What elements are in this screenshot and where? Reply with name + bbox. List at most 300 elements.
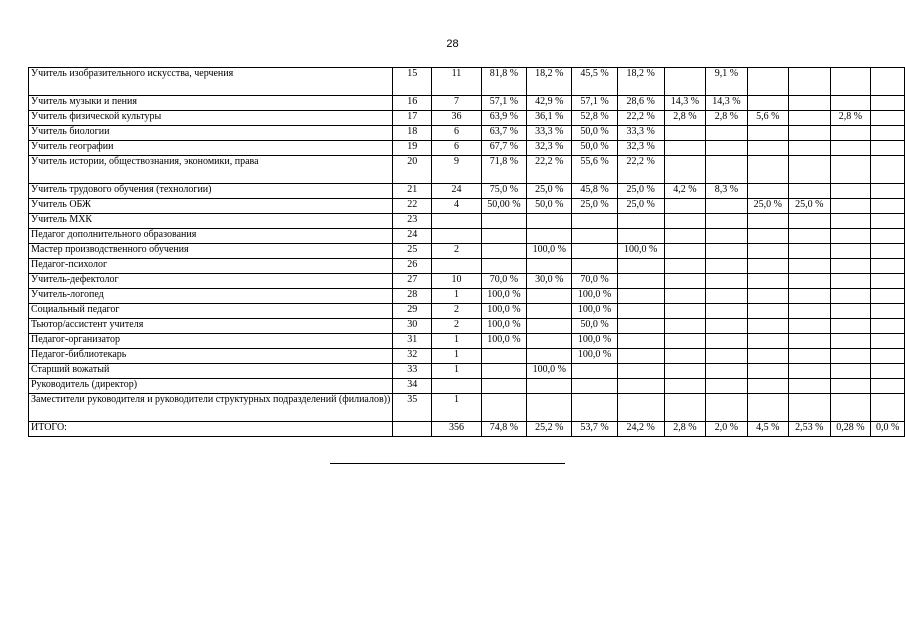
percent-cell (830, 349, 871, 364)
row-code: 33 (393, 364, 432, 379)
percent-cell (706, 156, 747, 184)
percent-cell: 2,8 % (664, 111, 705, 126)
percent-cell (572, 244, 617, 259)
percent-cell (789, 334, 830, 349)
percent-cell (789, 184, 830, 199)
row-code: 23 (393, 214, 432, 229)
percent-cell: 25,0 % (789, 199, 830, 214)
percent-cell (789, 96, 830, 111)
percent-cell (871, 229, 905, 244)
percent-cell: 9,1 % (706, 68, 747, 96)
percent-cell (830, 229, 871, 244)
count-cell: 2 (432, 319, 482, 334)
percent-cell (871, 199, 905, 214)
percent-cell (789, 214, 830, 229)
row-code: 18 (393, 126, 432, 141)
row-code: 35 (393, 394, 432, 422)
percent-cell: 32,3 % (617, 141, 664, 156)
percent-cell: 22,2 % (617, 111, 664, 126)
percent-cell (830, 184, 871, 199)
table-row (29, 141, 905, 156)
row-code: 21 (393, 184, 432, 199)
row-code: 15 (393, 68, 432, 96)
percent-cell (617, 229, 664, 244)
position-name: Руководитель (директор) (29, 379, 393, 394)
percent-cell (617, 394, 664, 422)
percent-cell (871, 304, 905, 319)
percent-cell (664, 379, 705, 394)
percent-cell (664, 289, 705, 304)
percent-cell: 100,0 % (617, 244, 664, 259)
percent-cell (706, 289, 747, 304)
position-name: Педагог-библиотекарь (29, 349, 393, 364)
percent-cell (871, 96, 905, 111)
percent-cell (871, 141, 905, 156)
percent-cell (481, 379, 526, 394)
percent-cell (789, 349, 830, 364)
position-name: Учитель физической культуры (29, 111, 393, 126)
percent-cell (871, 394, 905, 422)
percent-cell (706, 349, 747, 364)
count-cell: 1 (432, 289, 482, 304)
percent-cell: 14,3 % (664, 96, 705, 111)
position-name: Тьютор/ассистент учителя (29, 319, 393, 334)
percent-cell: 50,00 % (481, 199, 526, 214)
percent-cell: 50,0 % (572, 319, 617, 334)
percent-cell (617, 304, 664, 319)
percent-cell (572, 364, 617, 379)
position-name: ИТОГО: (29, 422, 393, 437)
percent-cell (789, 244, 830, 259)
row-code: 29 (393, 304, 432, 319)
percent-cell (747, 244, 788, 259)
percent-cell: 100,0 % (572, 334, 617, 349)
count-cell (432, 229, 482, 244)
percent-cell: 50,0 % (572, 141, 617, 156)
percent-cell (789, 259, 830, 274)
percent-cell (527, 319, 572, 334)
row-code: 16 (393, 96, 432, 111)
percent-cell (481, 364, 526, 379)
percent-cell (747, 184, 788, 199)
percent-cell (871, 244, 905, 259)
percent-cell: 25,2 % (527, 422, 572, 437)
percent-cell (747, 214, 788, 229)
percent-cell: 4,2 % (664, 184, 705, 199)
count-cell: 24 (432, 184, 482, 199)
table-row (29, 349, 905, 364)
percent-cell (830, 289, 871, 304)
percent-cell (871, 111, 905, 126)
percent-cell (706, 394, 747, 422)
table-row (29, 184, 905, 199)
row-code: 19 (393, 141, 432, 156)
percent-cell: 5,6 % (747, 111, 788, 126)
row-code: 24 (393, 229, 432, 244)
row-code: 27 (393, 274, 432, 289)
percent-cell (789, 319, 830, 334)
row-code: 28 (393, 289, 432, 304)
percent-cell (871, 289, 905, 304)
total-row (29, 422, 905, 437)
percent-cell (706, 244, 747, 259)
percent-cell (706, 259, 747, 274)
percent-cell (830, 141, 871, 156)
table-row (29, 319, 905, 334)
position-name: Учитель-логопед (29, 289, 393, 304)
percent-cell (830, 96, 871, 111)
percent-cell (789, 394, 830, 422)
percent-cell (617, 289, 664, 304)
count-cell: 6 (432, 126, 482, 141)
percent-cell (706, 274, 747, 289)
percent-cell: 100,0 % (481, 304, 526, 319)
percent-cell (706, 141, 747, 156)
percent-cell (527, 349, 572, 364)
percent-cell (527, 334, 572, 349)
percent-cell (747, 274, 788, 289)
percent-cell (664, 68, 705, 96)
percent-cell (789, 141, 830, 156)
position-name: Старший вожатый (29, 364, 393, 379)
percent-cell: 2,8 % (706, 111, 747, 126)
percent-cell (747, 334, 788, 349)
table-row (29, 96, 905, 111)
percent-cell: 32,3 % (527, 141, 572, 156)
percent-cell (871, 156, 905, 184)
percent-cell (706, 214, 747, 229)
percent-cell (617, 349, 664, 364)
percent-cell (706, 126, 747, 141)
percent-cell: 33,3 % (617, 126, 664, 141)
percent-cell: 57,1 % (572, 96, 617, 111)
row-code: 32 (393, 349, 432, 364)
percent-cell (572, 229, 617, 244)
percent-cell: 57,1 % (481, 96, 526, 111)
position-name: Социальный педагог (29, 304, 393, 319)
count-cell: 1 (432, 349, 482, 364)
percent-cell: 0,28 % (830, 422, 871, 437)
percent-cell (871, 214, 905, 229)
percent-cell: 25,0 % (527, 184, 572, 199)
position-name: Учитель изобразительного искусства, черчения (29, 68, 393, 96)
count-cell: 1 (432, 364, 482, 379)
percent-cell: 2,8 % (830, 111, 871, 126)
percent-cell (830, 259, 871, 274)
table-row (29, 68, 905, 96)
position-name: Заместители руководителя и руководители структурных подразделений (филиалов)) (29, 394, 393, 422)
table-row (29, 214, 905, 229)
percent-cell: 63,9 % (481, 111, 526, 126)
percent-cell: 18,2 % (527, 68, 572, 96)
percent-cell (527, 214, 572, 229)
percent-cell (871, 126, 905, 141)
percent-cell (481, 214, 526, 229)
row-code: 25 (393, 244, 432, 259)
percent-cell: 2,53 % (789, 422, 830, 437)
percent-cell (871, 349, 905, 364)
position-name: Учитель музыки и пения (29, 96, 393, 111)
percent-cell (481, 244, 526, 259)
percent-cell (664, 349, 705, 364)
percent-cell (706, 319, 747, 334)
percent-cell (871, 379, 905, 394)
percent-cell (871, 364, 905, 379)
percent-cell (747, 141, 788, 156)
percent-cell (617, 259, 664, 274)
percent-cell (664, 304, 705, 319)
count-cell (432, 259, 482, 274)
table-row (29, 379, 905, 394)
percent-cell (572, 214, 617, 229)
percent-cell (830, 214, 871, 229)
percent-cell: 100,0 % (572, 349, 617, 364)
percent-cell: 22,2 % (527, 156, 572, 184)
percent-cell: 100,0 % (481, 319, 526, 334)
table-row (29, 111, 905, 126)
percent-cell (789, 229, 830, 244)
percent-cell (617, 319, 664, 334)
percent-cell: 30,0 % (527, 274, 572, 289)
percent-cell: 36,1 % (527, 111, 572, 126)
percent-cell: 8,3 % (706, 184, 747, 199)
count-cell: 7 (432, 96, 482, 111)
staff-qualification-table (28, 67, 905, 437)
percent-cell (871, 259, 905, 274)
percent-cell (747, 394, 788, 422)
percent-cell (527, 394, 572, 422)
footnote-separator (330, 463, 565, 464)
position-name: Мастер производственного обучения (29, 244, 393, 259)
table-row (29, 156, 905, 184)
percent-cell (706, 379, 747, 394)
percent-cell: 100,0 % (481, 334, 526, 349)
position-name: Учитель МХК (29, 214, 393, 229)
percent-cell (664, 141, 705, 156)
count-cell: 36 (432, 111, 482, 126)
percent-cell (572, 259, 617, 274)
percent-cell: 45,5 % (572, 68, 617, 96)
count-cell: 11 (432, 68, 482, 96)
percent-cell (664, 364, 705, 379)
percent-cell (706, 229, 747, 244)
row-code (393, 422, 432, 437)
table-row (29, 334, 905, 349)
count-cell (432, 214, 482, 229)
percent-cell (747, 229, 788, 244)
percent-cell (664, 274, 705, 289)
percent-cell: 100,0 % (527, 244, 572, 259)
percent-cell: 25,0 % (747, 199, 788, 214)
percent-cell (664, 259, 705, 274)
percent-cell (747, 156, 788, 184)
position-name: Учитель истории, обществознания, экономики, права (29, 156, 393, 184)
percent-cell (789, 289, 830, 304)
percent-cell (527, 379, 572, 394)
percent-cell: 75,0 % (481, 184, 526, 199)
table-row (29, 289, 905, 304)
percent-cell: 100,0 % (572, 289, 617, 304)
percent-cell (747, 126, 788, 141)
page-number: 28 (446, 38, 459, 50)
percent-cell (572, 394, 617, 422)
percent-cell: 52,8 % (572, 111, 617, 126)
percent-cell: 100,0 % (481, 289, 526, 304)
percent-cell (789, 364, 830, 379)
percent-cell (617, 379, 664, 394)
percent-cell (830, 394, 871, 422)
percent-cell (830, 364, 871, 379)
percent-cell (527, 289, 572, 304)
position-name: Педагог-организатор (29, 334, 393, 349)
percent-cell (617, 274, 664, 289)
percent-cell (830, 304, 871, 319)
percent-cell: 25,0 % (617, 184, 664, 199)
percent-cell (830, 244, 871, 259)
row-code: 30 (393, 319, 432, 334)
percent-cell (789, 379, 830, 394)
position-name: Учитель-дефектолог (29, 274, 393, 289)
percent-cell (664, 244, 705, 259)
percent-cell (664, 394, 705, 422)
percent-cell (617, 364, 664, 379)
count-cell: 356 (432, 422, 482, 437)
percent-cell (664, 214, 705, 229)
percent-cell (789, 274, 830, 289)
percent-cell (830, 379, 871, 394)
row-code: 34 (393, 379, 432, 394)
table-row (29, 126, 905, 141)
percent-cell (527, 304, 572, 319)
percent-cell (706, 334, 747, 349)
count-cell: 4 (432, 199, 482, 214)
percent-cell: 4,5 % (747, 422, 788, 437)
percent-cell: 2,8 % (664, 422, 705, 437)
percent-cell (747, 96, 788, 111)
row-code: 17 (393, 111, 432, 126)
percent-cell: 25,0 % (572, 199, 617, 214)
percent-cell (706, 364, 747, 379)
count-cell: 2 (432, 304, 482, 319)
percent-cell (747, 289, 788, 304)
count-cell (432, 379, 482, 394)
row-code: 22 (393, 199, 432, 214)
position-name: Учитель географии (29, 141, 393, 156)
percent-cell (664, 156, 705, 184)
percent-cell: 0,0 % (871, 422, 905, 437)
percent-cell (871, 319, 905, 334)
percent-cell (481, 349, 526, 364)
count-cell: 1 (432, 394, 482, 422)
percent-cell (830, 156, 871, 184)
percent-cell (664, 319, 705, 334)
table-row (29, 259, 905, 274)
percent-cell (871, 334, 905, 349)
percent-cell (830, 126, 871, 141)
percent-cell: 67,7 % (481, 141, 526, 156)
percent-cell: 28,6 % (617, 96, 664, 111)
percent-cell (747, 349, 788, 364)
count-cell: 2 (432, 244, 482, 259)
percent-cell: 100,0 % (527, 364, 572, 379)
percent-cell (706, 304, 747, 319)
percent-cell (789, 111, 830, 126)
position-name: Учитель трудового обучения (технологии) (29, 184, 393, 199)
percent-cell (789, 126, 830, 141)
percent-cell (789, 68, 830, 96)
percent-cell (830, 68, 871, 96)
percent-cell: 50,0 % (527, 199, 572, 214)
percent-cell (617, 334, 664, 349)
table-row (29, 229, 905, 244)
percent-cell: 45,8 % (572, 184, 617, 199)
percent-cell (527, 259, 572, 274)
percent-cell (706, 199, 747, 214)
position-name: Учитель биологии (29, 126, 393, 141)
percent-cell (830, 334, 871, 349)
table-row (29, 364, 905, 379)
percent-cell: 33,3 % (527, 126, 572, 141)
row-code: 31 (393, 334, 432, 349)
row-code: 26 (393, 259, 432, 274)
percent-cell: 70,0 % (481, 274, 526, 289)
percent-cell (789, 156, 830, 184)
position-name: Педагог дополнительного образования (29, 229, 393, 244)
percent-cell: 71,8 % (481, 156, 526, 184)
table-row (29, 394, 905, 422)
row-code: 20 (393, 156, 432, 184)
percent-cell (747, 259, 788, 274)
count-cell: 9 (432, 156, 482, 184)
percent-cell (481, 259, 526, 274)
position-name: Учитель ОБЖ (29, 199, 393, 214)
count-cell: 10 (432, 274, 482, 289)
percent-cell (871, 274, 905, 289)
percent-cell (747, 379, 788, 394)
percent-cell (789, 304, 830, 319)
percent-cell: 42,9 % (527, 96, 572, 111)
percent-cell (481, 394, 526, 422)
percent-cell: 55,6 % (572, 156, 617, 184)
percent-cell: 18,2 % (617, 68, 664, 96)
percent-cell (830, 274, 871, 289)
percent-cell: 25,0 % (617, 199, 664, 214)
percent-cell: 22,2 % (617, 156, 664, 184)
percent-cell: 63,7 % (481, 126, 526, 141)
percent-cell: 74,8 % (481, 422, 526, 437)
position-name: Педагог-психолог (29, 259, 393, 274)
percent-cell (871, 184, 905, 199)
percent-cell (664, 126, 705, 141)
percent-cell (664, 334, 705, 349)
percent-cell (481, 229, 526, 244)
percent-cell (527, 229, 572, 244)
table-row (29, 304, 905, 319)
percent-cell: 2,0 % (706, 422, 747, 437)
table-row (29, 274, 905, 289)
table-row (29, 199, 905, 214)
percent-cell (871, 68, 905, 96)
table-row (29, 244, 905, 259)
percent-cell (572, 379, 617, 394)
percent-cell (747, 364, 788, 379)
percent-cell (747, 319, 788, 334)
percent-cell: 100,0 % (572, 304, 617, 319)
percent-cell (747, 304, 788, 319)
count-cell: 6 (432, 141, 482, 156)
percent-cell (830, 319, 871, 334)
percent-cell: 50,0 % (572, 126, 617, 141)
